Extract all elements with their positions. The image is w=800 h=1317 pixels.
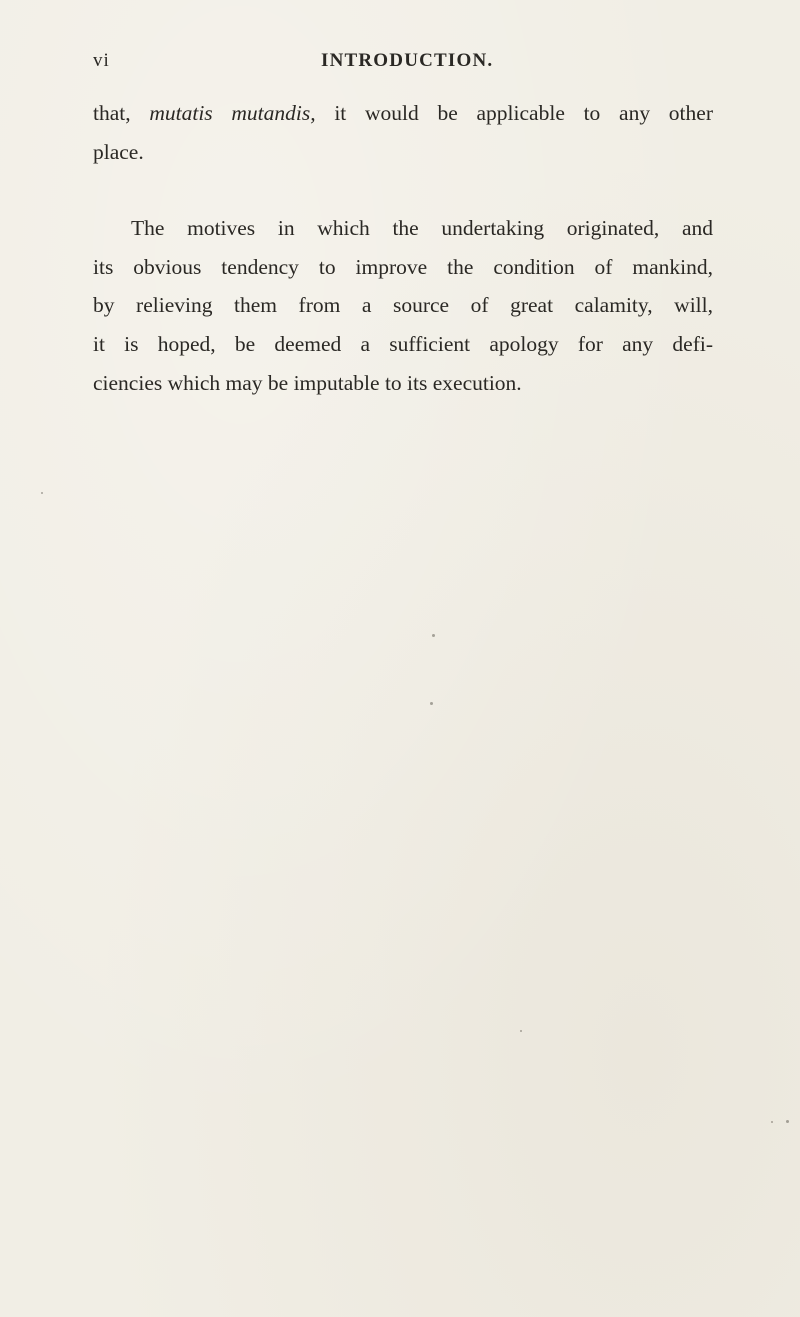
page-header [93,50,713,74]
paragraph-1-line-1 [93,94,713,133]
paper-speck [520,1030,522,1032]
latin-phrase: mutatis mutandis, [149,101,316,125]
paper-speck [786,1120,789,1123]
paper-speck [41,492,43,494]
line-1-start: that, [93,101,150,125]
paragraph-2 [55,209,713,402]
paragraph-2-line-2: its obvious tendency to improve the condition of mankind, [93,254,713,279]
paragraph-spacer [93,171,713,209]
paper-speck [430,702,433,705]
body-text [93,94,713,402]
page-number: vi [93,50,110,71]
running-head: INTRODUCTION. [321,50,494,71]
paragraph-2-line-1: The motives in which the undertaking originated, and [131,216,713,241]
paragraph-2-line-3: by relieving them from a source of great calamity, will, [93,293,713,318]
paper-speck [432,634,435,637]
paragraph-2-line-4: it is hoped, be deemed a sufficient apology for any defi- [93,331,713,356]
paper-speck [771,1121,773,1123]
paragraph-1-line-2: place. [93,139,144,164]
paragraph-1 [93,94,713,171]
paragraph-2-line-5: ciencies which may be imputable to its execution. [93,370,522,395]
line-1-end: it would be applicable to any other [315,101,713,125]
